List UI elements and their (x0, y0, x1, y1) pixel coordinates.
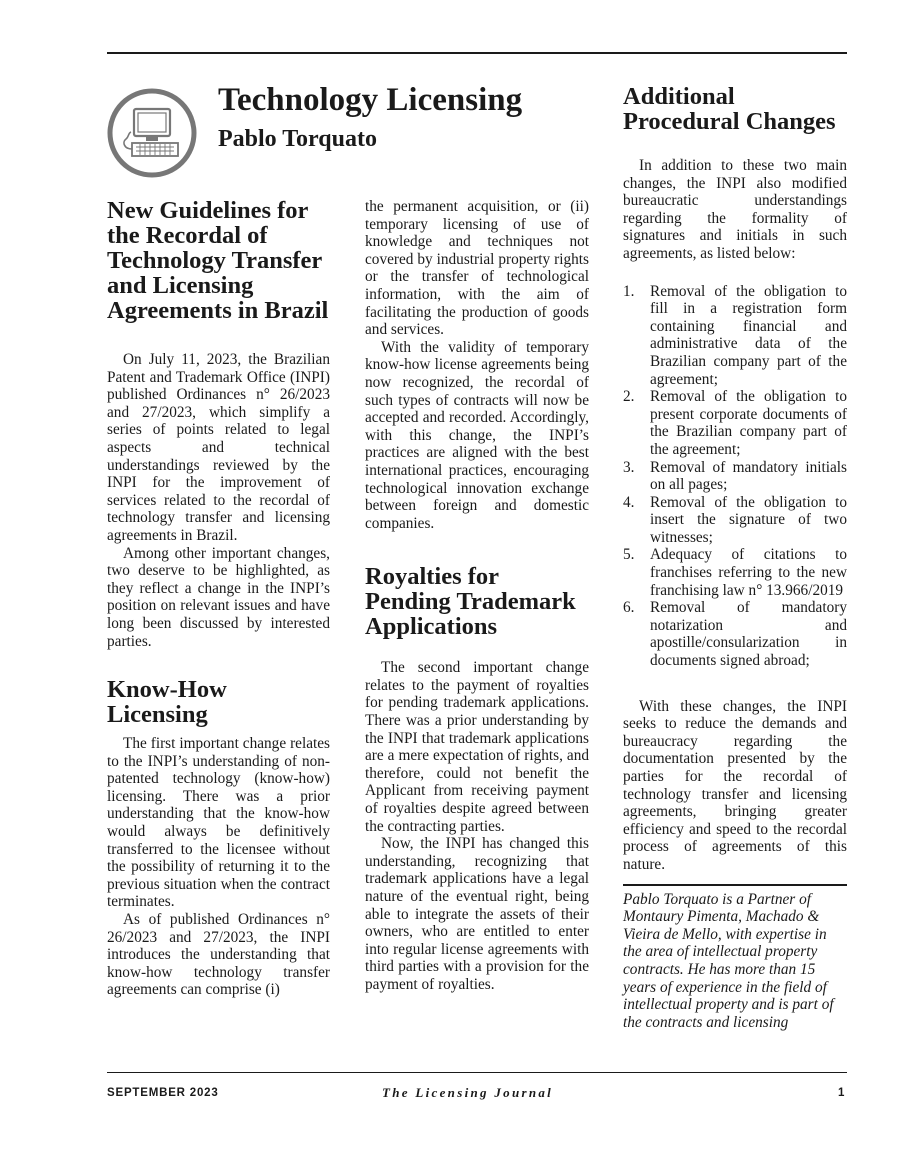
computer-icon (107, 88, 197, 178)
paragraph: Now, the INPI has changed this understanding, recognizing that trademark applications have a legal nature of the eventual right, being able to integrate the assets of their owners, who are entitled to enter into regular license agreements with third parties with a provision for the payment of royalties. (365, 835, 589, 993)
bottom-rule (107, 1072, 847, 1073)
paragraph: The first important change relates to the INPI’s understanding of non-patented technology (know-how) licensing. There was a prior understanding that the know-how would always be definitively transferred to the licensee without the possibility of returning it to the previous situation when the contract terminates. (107, 735, 330, 911)
heading-royalties: Royalties for Pending Trademark Applications (365, 563, 576, 641)
bio-divider (623, 884, 847, 886)
top-rule (107, 52, 847, 54)
footer-date: SEPTEMBER 2023 (107, 1087, 219, 1099)
column-1 (107, 198, 330, 999)
list-item-text: Removal of the obligation to present corporate documents of the Brazilian company part of the agreement; (650, 388, 847, 458)
list-item-text: Removal of mandatory initials on all pages; (650, 458, 847, 494)
heading-know-how-licensing: Know-How Licensing (107, 676, 227, 729)
heading-new-guidelines: New Guidelines for the Recordal of Technology Transfer and Licensing Agreements in Brazil (107, 197, 329, 324)
paragraph: Among other important changes, two deserve to be highlighted, as they reflect a change in the INPI’s position on relevant issues and have long been discussed by interested parties. (107, 544, 330, 650)
author-name: Pablo Torquato (218, 126, 377, 152)
page-title: Technology Licensing (218, 82, 523, 118)
list-item-number: 6. (623, 599, 635, 617)
list-item (623, 546, 847, 599)
list-item-text: Removal of the obligation to fill in a registration form containing financial and administrative data of the Brazilian company part of the agreement; (650, 282, 847, 388)
author-bio: Pablo Torquato is a Partner of Montaury Pimenta, Machado & Vieira de Mello, with expertise in the area of intellectual property contracts. He has more than 15 years of experience in the field of intellectual property and is part of the contracts and licensing (623, 890, 834, 1031)
list-item (623, 283, 847, 389)
paragraph: In addition to these two main changes, the INPI also modified bureaucratic understandings regarding the formality of signatures and initials in such agreements, as listed below: (623, 157, 847, 262)
heading-additional-procedural-changes: Additional Procedural Changes (623, 83, 836, 135)
paragraph: As of published Ordinances n° 26/2023 and 27/2023, the INPI introduces the understanding that know-how technology transfer agreements can comprise (i) (107, 911, 330, 999)
column-2 (365, 198, 589, 994)
list-item-number: 5. (623, 546, 635, 564)
page-number: 1 (838, 1087, 845, 1099)
changes-list (623, 283, 847, 670)
footer-journal-name: The Licensing Journal (382, 1085, 554, 1100)
paragraph: With these changes, the INPI seeks to reduce the demands and bureaucracy regarding the documentation presented by the parties for the recordal of technology transfer and licensing agreements, bringing greater efficiency and speed to the recordal process of agreements of this nature. (623, 697, 847, 873)
list-item (623, 388, 847, 458)
list-item (623, 459, 847, 494)
list-item-number: 3. (623, 458, 635, 476)
list-item-number: 4. (623, 493, 635, 511)
list-item-text: Removal of the obligation to insert the signature of two witnesses; (650, 493, 847, 546)
paragraph: the permanent acquisition, or (ii) temporary licensing of use of knowledge and techniques not covered by industrial property rights or the transfer of technological information, with the aim of facilitating the production of goods and services. (365, 198, 589, 339)
paragraph: With the validity of temporary know-how license agreements being now recognized, the recordal of such types of contracts will now be accepted and recorded. Accordingly, with this change, the INPI’s practices are aligned with the best international practices, encouraging technological innovation exchange between foreign and domestic companies. (365, 338, 589, 532)
column-3 (623, 84, 847, 1031)
list-item (623, 494, 847, 547)
list-item-text: Adequacy of citations to franchises referring to the new franchising law n° 13.966/2019 (650, 546, 847, 599)
list-item (623, 599, 847, 669)
list-item-number: 1. (623, 282, 635, 300)
list-item-number: 2. (623, 388, 635, 406)
list-item-text: Removal of mandatory notarization and apostille/consularization in documents signed abroad; (650, 599, 847, 670)
paragraph: On July 11, 2023, the Brazilian Patent and Trademark Office (INPI) published Ordinances n° 26/2023 and 27/2023, which simplify a series of points related to legal aspects and technical understandings reviewed by the INPI for the improvement of services related to the recordal of technology transfer and licensing agreements in Brazil. (107, 351, 330, 544)
paragraph: The second important change relates to the payment of royalties for pending trademark applications. There was a prior understanding by the INPI that trademark applications are a mere expectation of rights, and therefore, could not benefit the Applicant from receiving payment of royalties despite agreed between the contracting parties. (365, 659, 589, 835)
